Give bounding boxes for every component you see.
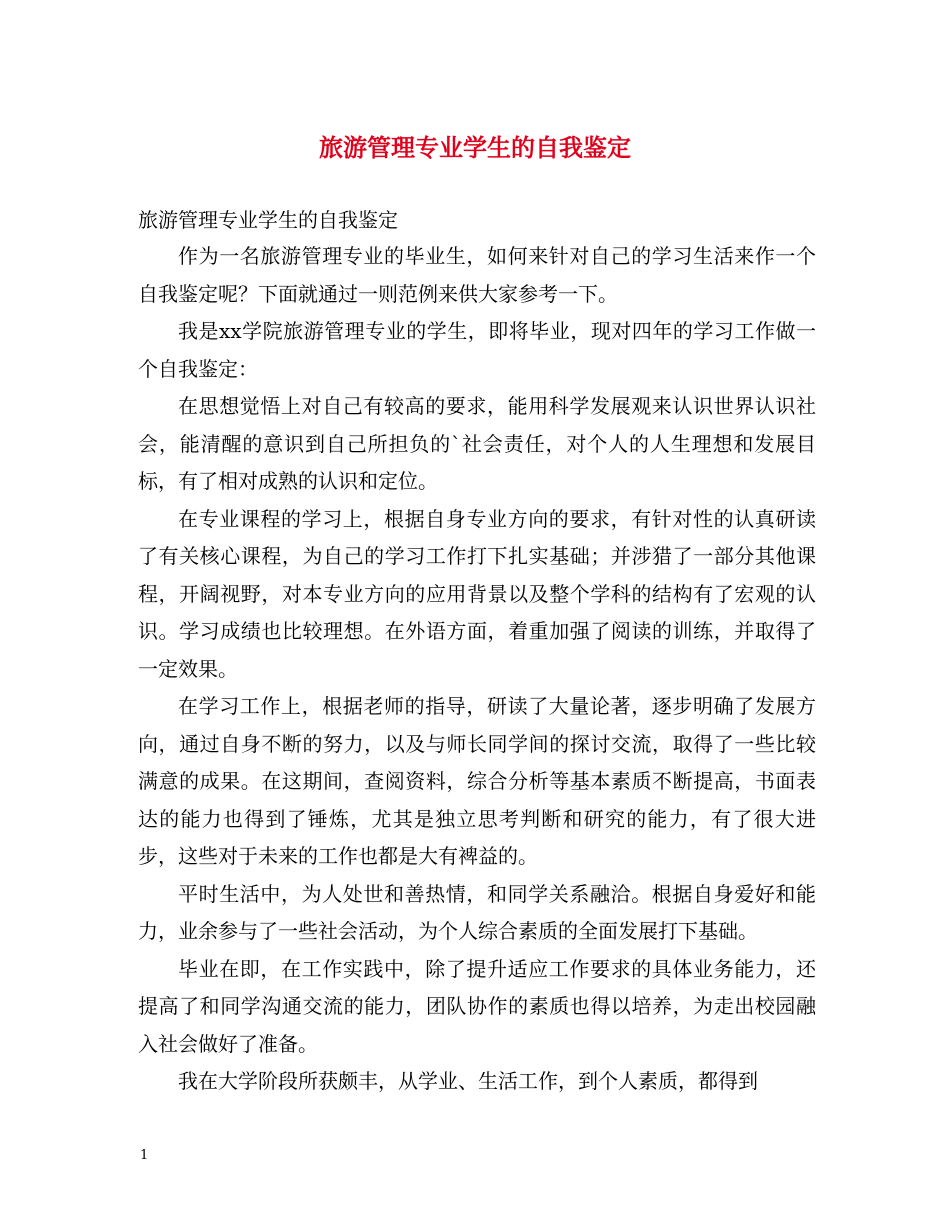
document-body: [138, 202, 816, 1101]
paragraph-research: 在学习工作上，根据老师的指导，研读了大量论著，逐步明确了发展方向，通过自身不断的努力，以及与师长同学间的探讨交流，取得了一些比较满意的成果。在这期间，查阅资料，综合分析等基本素质不断提高，书面表达的能力也得到了锤炼，尤其是独立思考判断和研究的能力，有了很大进步，这些对于未来的工作也都是大有裨益的。: [138, 694, 816, 868]
paragraph-gains: 我在大学阶段所获颇丰，从学业、生活工作，到个人素质，都得到: [178, 1069, 758, 1093]
paragraph-self-intro: 我是xx学院旅游管理专业的学生，即将毕业，现对四年的学习工作做一个自我鉴定：: [138, 319, 816, 381]
paragraph-coursework: 在专业课程的学习上，根据自身专业方向的要求，有针对性的认真研读了有关核心课程，为自己的学习工作打下扎实基础；并涉猎了一部分其他课程，开阔视野，对本专业方向的应用背景以及整个学科的结构有了宏观的认识。学习成绩也比较理想。在外语方面，着重加强了阅读的训练，并取得了一定效果。: [138, 506, 816, 681]
paragraph-intro: 作为一名旅游管理专业的毕业生，如何来针对自己的学习生活来作一个自我鉴定呢？下面就通过一则范例来供大家参考一下。: [138, 244, 816, 306]
paragraph-graduation: 毕业在即，在工作实践中，除了提升适应工作要求的具体业务能力，还提高了和同学沟通交流的能力，团队协作的素质也得以培养，为走出校园融入社会做好了准备。: [138, 956, 816, 1056]
paragraph-ideology: 在思想觉悟上对自己有较高的要求，能用科学发展观来认识世界认识社会，能清醒的意识到自己所担负的`社会责任，对个人的人生理想和发展目标，有了相对成熟的认识和定位。: [138, 394, 816, 493]
page-number: 1: [140, 1148, 149, 1163]
paragraph-daily-life: 平时生活中，为人处世和善热情，和同学关系融洽。根据自身爱好和能力，业余参与了一些社会活动，为个人综合素质的全面发展打下基础。: [138, 881, 816, 943]
document-title: 旅游管理专业学生的自我鉴定: [319, 133, 631, 162]
document-subtitle: 旅游管理专业学生的自我鉴定: [138, 208, 398, 232]
